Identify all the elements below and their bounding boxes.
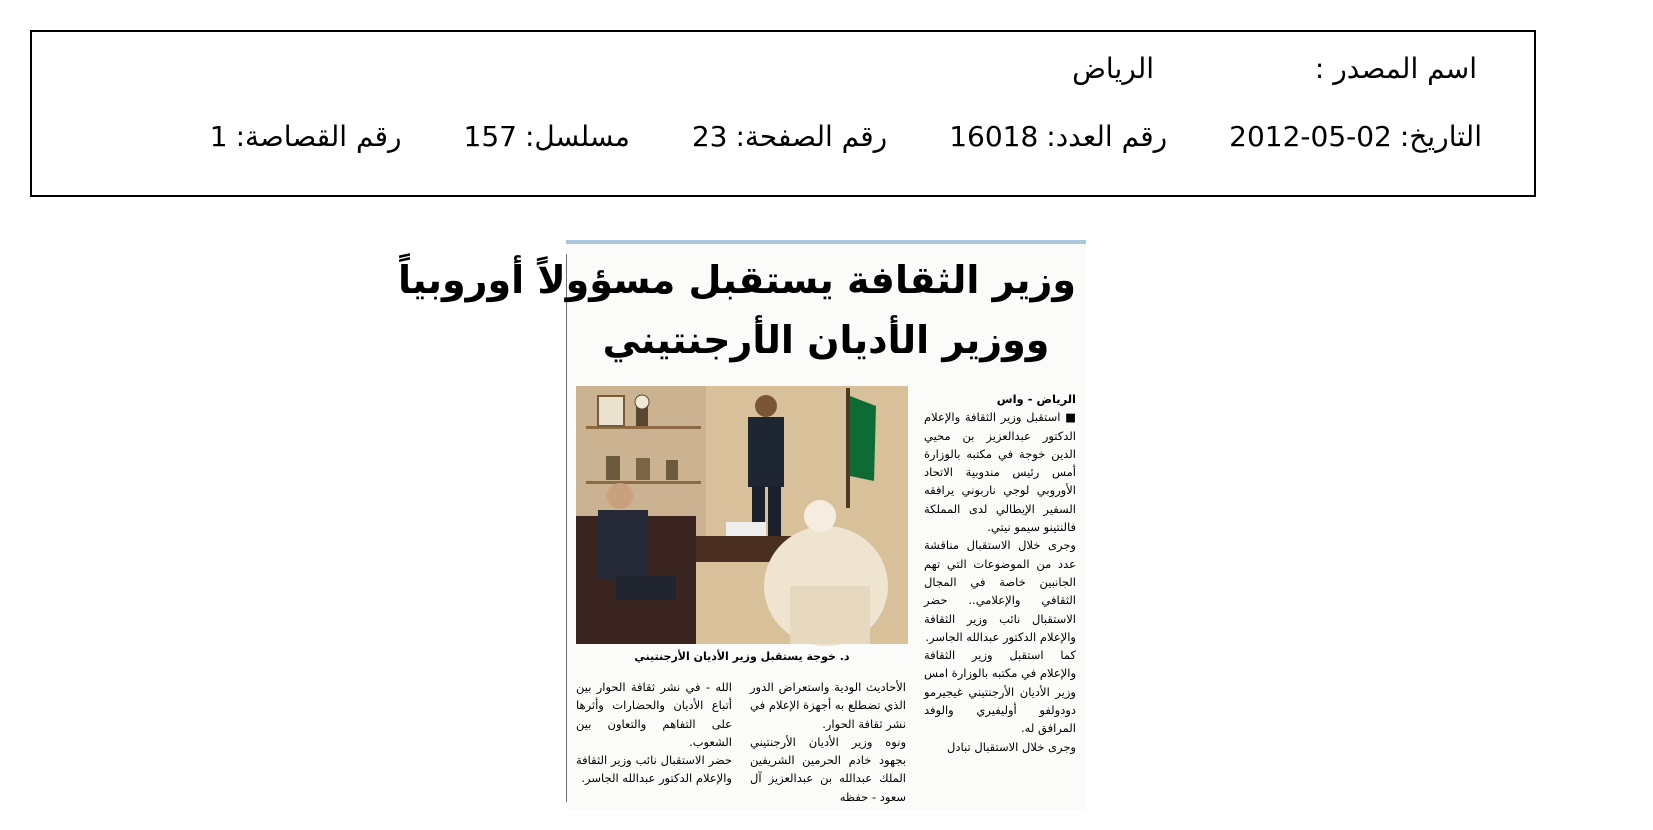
- issue-value: 16018: [949, 120, 1039, 153]
- clipping-info-box: [30, 30, 1536, 197]
- article-paragraph: كما استقبل وزير الثقافة والإعلام في مكتبه بالوزارة امس وزير الأديان الأرجنتيني غيجيرمو دودولفو أوليفيري والوفد المرافق له.: [924, 648, 1076, 736]
- article-paragraph: حضر الاستقبال نائب وزير الثقافة والإعلام الدكتور عبدالله الجاسر.: [576, 753, 732, 786]
- article-paragraph: ونوه وزير الأديان الأرجنتيني بجهود خادم الحرمين الشريفين الملك عبدالله بن عبدالعزيز آل سعود - حفظه: [750, 734, 906, 804]
- article-paragraph: وجرى خلال الاستقبال مناقشة عدد من الموضوعات التي تهم الجانبين خاصة في المجال الثقافي والإعلامي.. حضر الاستقبال نائب وزير الثقافة والإعلام الدكتور عبدالله الجاسر.: [924, 538, 1076, 644]
- date-label: التاريخ:: [1399, 120, 1482, 153]
- article-photo-illustration: [576, 386, 908, 644]
- clipping-left-rule: [566, 254, 567, 802]
- headline-line-1: وزير الثقافة يستقبل مسؤولاً أوروبياً: [397, 258, 1076, 302]
- serial-label: مسلسل:: [524, 120, 630, 153]
- article-paragraph: ■ استقبل وزير الثقافة والإعلام الدكتور عبدالعزيز بن محيي الدين خوجة في مكتبه بالوزارة أمس رئيس مندوبية الاتحاد الأوروبي لوجي ناربوني يرافقه السفير الإيطالي لدى المملكة فالنتينو سيمو نيتي.: [924, 410, 1076, 535]
- article-paragraph: الله - في نشر ثقافة الحوار بين أتباع الأديان والحضارات وأثرها على التفاهم والتعاون بين الشعوب.: [576, 680, 732, 749]
- clip-number-field: [210, 120, 402, 153]
- newspaper-clipping: [397, 240, 1086, 810]
- article-paragraph: الأحاديث الودية واستعراض الدور الذي تضطلع به أجهزة الإعلام في نشر ثقافة الحوار.: [750, 680, 906, 731]
- clip-number-value: 1: [209, 120, 228, 153]
- page-field: [692, 120, 887, 153]
- photo-caption: د. خوجة يستقبل وزير الأديان الأرجنتيني: [634, 650, 850, 663]
- page-label: رقم الصفحة:: [735, 120, 888, 153]
- date-field: [1229, 120, 1482, 153]
- clipping-meta-row: [210, 120, 1482, 153]
- serial-field: [464, 120, 630, 153]
- article-paragraph: وجرى خلال الاستقبال تبادل: [947, 739, 1076, 754]
- page-value: 23: [691, 120, 728, 153]
- source-label: اسم المصدر :: [1314, 52, 1477, 85]
- issue-label: رقم العدد:: [1046, 120, 1168, 153]
- article-column-left: [576, 678, 732, 788]
- article-dateline: الرياض - واس: [996, 392, 1076, 406]
- clip-number-label: رقم القصاصة:: [235, 120, 402, 153]
- article-column-middle: [750, 678, 906, 806]
- article-photo: [576, 386, 908, 644]
- headline-line-2: ووزير الأديان الأرجنتيني: [602, 318, 1050, 362]
- source-value: الرياض: [1072, 52, 1154, 85]
- clipping-top-rule: [566, 240, 1086, 244]
- serial-value: 157: [463, 120, 517, 153]
- article-column-right: [924, 390, 1076, 756]
- issue-field: [949, 120, 1167, 153]
- date-value: 2012-05-02: [1229, 120, 1392, 153]
